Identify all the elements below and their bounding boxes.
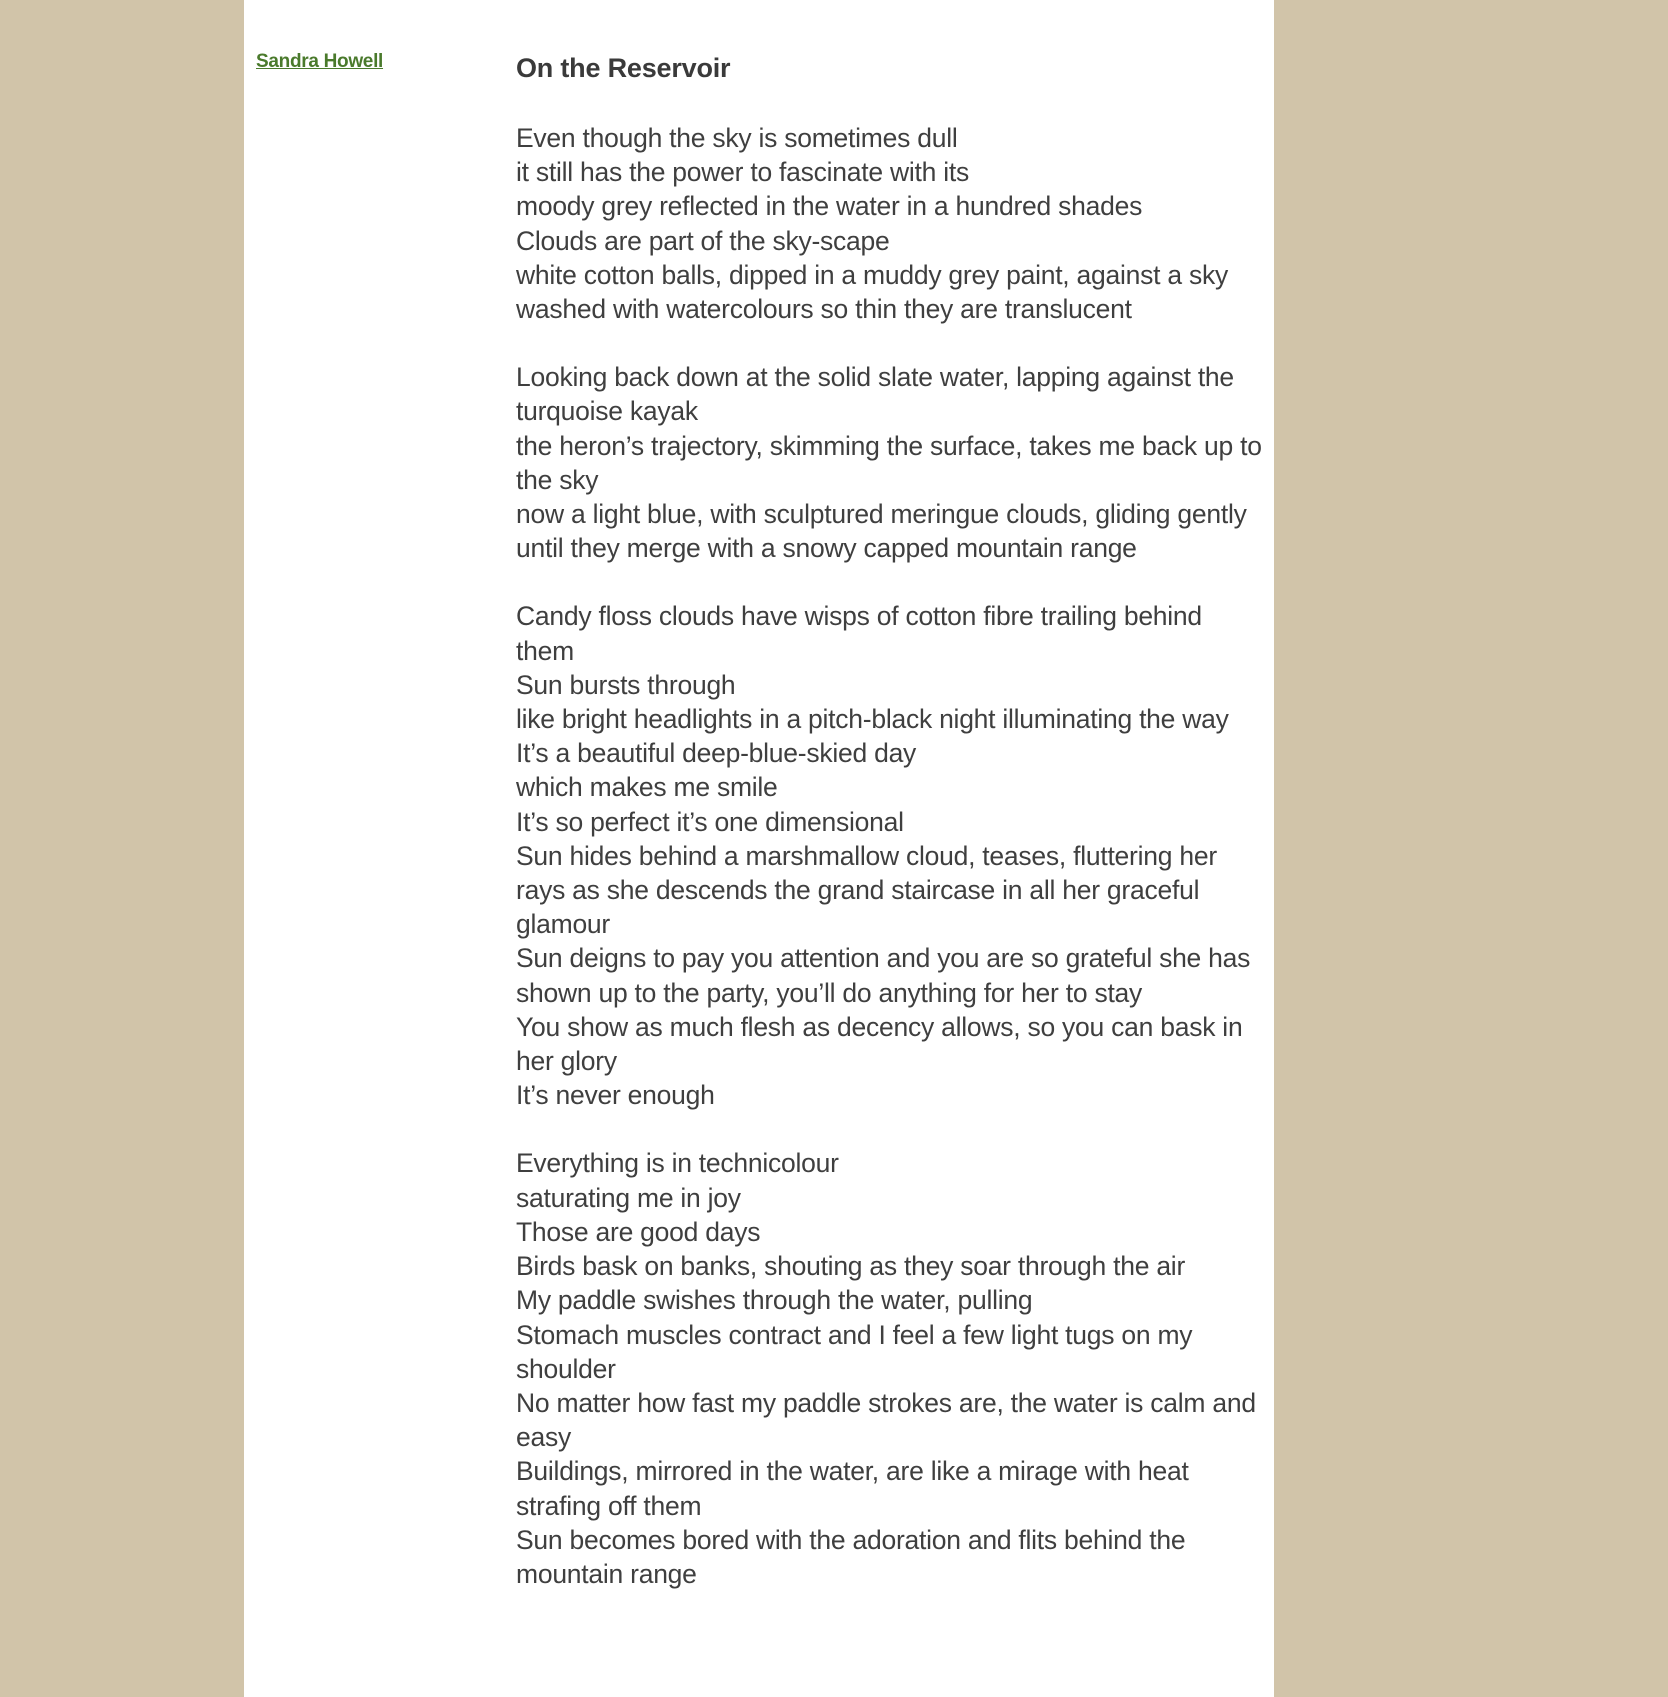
poem-line: Sun deigns to pay you attention and you are so grateful she has shown up to the party, you’ll do anything for her to stay <box>516 943 1251 1008</box>
poem-line: it still has the power to fascinate with its <box>516 157 969 188</box>
poem-line: Buildings, mirrored in the water, are like a mirage with heat strafing off them <box>516 1456 1189 1521</box>
poem-line: like bright headlights in a pitch-black night illuminating the way <box>516 704 1229 735</box>
poem-line: You show as much flesh as decency allows, so you can bask in her glory <box>516 1011 1243 1077</box>
page-container <box>244 0 1274 1697</box>
poem-line: It’s a beautiful deep-blue-skied day <box>516 738 917 769</box>
poem-line: Sun hides behind a marshmallow cloud, teases, fluttering her rays as she descends the grand staircase in all her graceful glamour <box>516 840 1217 940</box>
poem-line: Birds bask on banks, shouting as they soar through the air <box>516 1251 1186 1282</box>
poem-line: now a light blue, with sculptured meringue clouds, gliding gently until they merge with a snowy capped mountain range <box>516 499 1247 564</box>
poem-line: Candy floss clouds have wisps of cotton fibre trailing behind them <box>516 601 1202 666</box>
poem-line: the heron’s trajectory, skimming the surface, takes me back up to the sky <box>516 430 1262 495</box>
poem-line: Sun becomes bored with the adoration and flits behind the mountain range <box>516 1524 1186 1589</box>
poem-line: No matter how fast my paddle strokes are, the water is calm and easy <box>516 1387 1256 1453</box>
poem-line: Those are good days <box>516 1216 761 1247</box>
author-link[interactable]: Sandra Howell <box>256 51 384 72</box>
poem-line: Clouds are part of the sky-scape <box>516 225 890 256</box>
poem-title: On the Reservoir <box>516 53 731 83</box>
poem-line: saturating me in joy <box>516 1182 741 1213</box>
poem-line: It’s so perfect it’s one dimensional <box>516 806 904 837</box>
stanza-3 <box>516 599 1266 1112</box>
poem-line: My paddle swishes through the water, pulling <box>516 1285 1033 1316</box>
stanza-1 <box>516 121 1266 326</box>
poem-line: white cotton balls, dipped in a muddy grey paint, against a sky washed with watercolours so thin they are translucent <box>516 259 1228 325</box>
stanza-4 <box>516 1146 1266 1591</box>
poem-line: Sun bursts through <box>516 669 736 700</box>
poem-line: Even though the sky is sometimes dull <box>516 123 958 153</box>
poem-line: which makes me smile <box>516 772 778 803</box>
stanza-2 <box>516 360 1266 565</box>
poem-content <box>516 48 1266 1625</box>
poem-line: It’s never enough <box>516 1080 715 1111</box>
poem-line: moody grey reflected in the water in a hundred shades <box>516 191 1143 222</box>
poem-line: Looking back down at the solid slate water, lapping against the turquoise kayak <box>516 362 1234 427</box>
poem-line: Everything is in technicolour <box>516 1148 839 1179</box>
poem-line: Stomach muscles contract and I feel a few light tugs on my shoulder <box>516 1319 1193 1384</box>
